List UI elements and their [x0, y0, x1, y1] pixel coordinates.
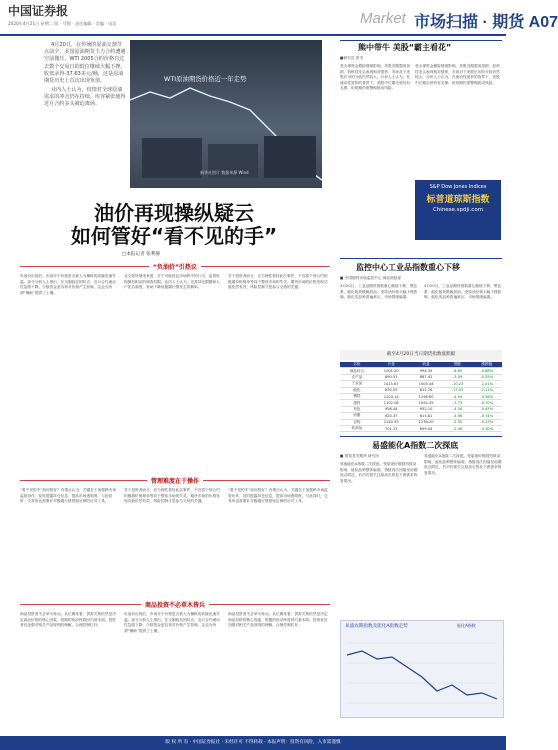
table-cell: -0.35%	[472, 374, 502, 380]
table-cell: -0.68%	[472, 368, 502, 374]
table-cell: 钢铁	[340, 393, 374, 399]
ad-brand-cn: 标普道琼斯指数	[426, 195, 490, 205]
table-cell: -2.08	[444, 425, 472, 431]
table-cell: 1094.35	[409, 400, 444, 406]
subhead-3: 商品投资不必草木皆兵	[20, 600, 330, 609]
table-header-cell: 开盘	[374, 362, 409, 368]
table-cell: -2.11%	[472, 387, 502, 393]
table-cell: 软商品	[340, 425, 374, 431]
table-cell: 812.76	[409, 387, 444, 393]
table-cell: 956.44	[374, 406, 409, 412]
table-header-cell: 名称	[340, 362, 374, 368]
table-cell: -2.35	[444, 419, 472, 425]
right-rule-2	[340, 258, 502, 259]
table-cell: 699.04	[409, 425, 444, 431]
mini-chart	[340, 620, 504, 718]
oil-price-chart-graphic	[130, 40, 322, 188]
lead-para-2: 业内人士认为，疫情对全球原油需求的冲击仍在持续，库容紧张使得近月合约多头被迫离场。	[44, 86, 126, 108]
right-article-2-col-2: 4月20日，工业品期货指数重心继续下移，黑色系、能化板块跌幅居前。受原油价格大幅下挫影响，能化类品种普遍承压，市场情绪偏弱。	[424, 284, 502, 300]
mini-chart-legend: 能化A指数	[457, 623, 476, 628]
sp-dji-ad	[415, 180, 501, 240]
table-cell: 1015.67	[374, 381, 409, 387]
table-cell: 农产品	[340, 374, 374, 380]
photo-credit: 新华社图片 数据来源 Wind	[200, 170, 249, 175]
right-article-2-tag: ■ 中国期货市场监控中心 商品指数部	[340, 276, 402, 280]
table-cell: 887.42	[409, 374, 444, 380]
table-cell: 615.81	[409, 413, 444, 419]
table-cell: 1198.60	[409, 393, 444, 399]
right-rule-3	[340, 436, 502, 437]
section-title: 市场扫描 · 期货 A07	[414, 14, 558, 31]
table-cell: 谷物	[340, 419, 374, 425]
photo-caption: WTI原油期货价格近一年走势	[164, 75, 247, 83]
table-cell: -10.23	[444, 381, 472, 387]
body-col-8: 负油价出现后，市场对于价格是否被人为操纵的质疑迅速升温。部分分析人士指出，在交割临近的时点，近月合约流动性急剧下降，少数资金更容易对价格产生影响，这也为所谓“操纵”提供了土壤。	[124, 612, 220, 633]
body-col-9: 商品投资者不必草木皆兵。从长期来看，供需关系依然是决定商品价格的核心因素，短期的扰动终将回归基本面。投资者宜加强对相关产品规则的理解，合理控制杠杆。	[228, 612, 328, 628]
table-cell: 701.12	[374, 425, 409, 431]
table-cell: 商品综合	[340, 368, 374, 374]
table-cell: 1102.08	[374, 400, 409, 406]
newspaper-logo: 中国证券报	[8, 4, 69, 18]
table-cell: -0.70%	[472, 400, 502, 406]
table-cell: 952.10	[409, 406, 444, 412]
table-cell: -17.53	[444, 387, 472, 393]
issue-meta: 2020年4月21日 星期二 版 · 号数 · 责任编辑 · 美编 · 电话	[8, 21, 117, 26]
subhead-1: “负油价”引热议	[20, 262, 330, 271]
right-article-3-col-2: 易盛能化A指数二次探底。受原油价格剧烈波动影响，能化品种整体偏弱，指数再次回落至前期低点附近，后市仍需关注原油走势及下游需求恢复情况。	[424, 454, 502, 475]
table-cell: -7.73	[444, 400, 472, 406]
headline-line-2: 如何管好“看不见的手”	[70, 224, 278, 248]
right-article-1-tag: ■研究员 张韦	[340, 56, 364, 60]
right-article-1-title: 熊中带牛 美股“霸主看花”	[358, 43, 452, 52]
table-cell: -1.01%	[472, 381, 502, 387]
table-cell: -3.09	[444, 374, 472, 380]
body-col-3: 对于投资者而言，应当理性看待此次事件，不宜将个别合约的极端价格简单等同于整体市场的失灵。期货市场的价格发现功能依然有效，风险控制才是参与交易的关键。	[228, 274, 328, 290]
table-row	[340, 425, 502, 431]
table-header-cell: 涨跌	[444, 362, 472, 368]
table-cell: 1238.20	[409, 419, 444, 425]
table-header-cell: 涨跌幅	[472, 362, 502, 368]
ad-brand-en: S&P Dow Jones Indices	[429, 184, 487, 190]
index-table	[340, 362, 502, 432]
ad-url: Chinese.spdji.com	[432, 207, 484, 213]
table-cell: 620.37	[374, 413, 409, 419]
table-cell: 890.51	[374, 374, 409, 380]
right-rule-1	[340, 40, 502, 41]
table-cell: -0.30%	[472, 425, 502, 431]
table-cell: 1240.55	[374, 419, 409, 425]
table-cell: 建材	[340, 400, 374, 406]
main-headline	[24, 202, 324, 248]
index-table-title: 截至4月20日当日期货指数涨跌幅	[340, 350, 502, 360]
table-cell: 1005.44	[409, 381, 444, 387]
body-col-4: “看不见的手”如何管好？有观点认为，关键在于加强跨市场监管协作，及时披露持仓信息，提高市场透明度。与此同时，交易所也需要针对极端行情预留足够的应对工具。	[20, 488, 117, 504]
table-cell: 油脂	[340, 413, 374, 419]
table-cell: -6.85	[444, 368, 472, 374]
body-col-6: “看不见的手”如何管好？有观点认为，关键在于加强跨市场监管协作，及时披露持仓信息，提高市场透明度。与此同时，交易所也需要针对极端行情预留足够的应对工具。	[228, 488, 328, 504]
mini-chart-title: 易盛农期指数及能化A指数走势	[345, 624, 408, 629]
right-article-3-title: 易盛能化A指数二次探底	[372, 441, 459, 450]
body-col-2: 从交易所规则来看，对于可能扰乱市场秩序的行为，监管机构拥有相应的调查权限。业内人士认为，完善持仓限额和大户报告制度，有助于降低极端行情发生的概率。	[124, 274, 220, 290]
right-article-3-tag: ■ 国泰君安期货 研究所	[340, 454, 380, 458]
table-cell: -0.38%	[472, 393, 502, 399]
table-header-cell: 收盘	[409, 362, 444, 368]
right-article-2-col-1: 4月20日，工业品期货指数重心继续下移，黑色系、能化板块跌幅居前。受原油价格大幅下挫影响，能化类品种普遍承压，市场情绪偏弱。	[340, 284, 418, 300]
body-col-1: 负油价出现后，市场对于价格是否被人为操纵的质疑迅速升温。部分分析人士指出，在交割临近的时点，近月合约流动性急剧下降，少数资金更容易对价格产生影响，这也为所谓“操纵”提供了土壤。	[20, 274, 116, 295]
table-cell: -4.54	[444, 393, 472, 399]
market-label: Market	[360, 10, 406, 27]
table-cell: -0.45%	[472, 406, 502, 412]
page-footer: 版 权 所 有 · 中国证券报社 · 未经许可 不得转载 · 本报声明：投资有风险，入市需谨慎	[0, 736, 506, 750]
table-cell: -0.19%	[472, 419, 502, 425]
subhead-2: 管理难度在于操作	[20, 476, 330, 485]
table-cell: -4.56	[444, 413, 472, 419]
lead-text	[44, 42, 126, 192]
right-article-2-title: 监控中心工业品指数重心下移	[356, 263, 460, 272]
body-col-5: 对于投资者而言，应当理性看待此次事件，不宜将个别合约的极端价格简单等同于整体市场的失灵。期货市场的价格发现功能依然有效，风险控制才是参与交易的关键。	[124, 488, 220, 504]
table-cell: -4.34	[444, 406, 472, 412]
byline: □本报记者 张利静	[122, 252, 160, 257]
table-cell: 能化	[340, 387, 374, 393]
table-cell: 994.35	[409, 368, 444, 374]
right-article-1-col-2: 受全球资金避险情绪影响，美股近期震荡加剧，但科技龙头表现相对强势，市场对于美股后市的分歧仍然较大。分析人士认为，在流动性宽松的背景下，美股中长期走势仍有支撑，但短期仍需警惕波动风险。	[415, 64, 500, 85]
right-article-3-col-1: 易盛能化A指数二次探底。受原油价格剧烈波动影响，能化品种整体偏弱，指数再次回落至前期低点附近，后市仍需关注原油走势及下游需求恢复情况。	[340, 462, 418, 483]
table-cell: 1203.14	[374, 393, 409, 399]
lead-para-1: 4月20日，在传统的原油交割节点前夕，美国原油期货主力合约遭遇空前抛压，WTI 2005合约价格自过去数个交易日的低位继续大幅下挫，收盘录得-37.63美元/桶，这是原油期货历史上首次出现负值。	[44, 42, 126, 85]
body-col-7: 商品投资者不必草木皆兵。从长期来看，供需关系依然是决定商品价格的核心因素，短期的扰动终将回归基本面。投资者宜加强对相关产品规则的理解，合理控制杠杆。	[20, 612, 116, 628]
right-article-1-col-1: 受全球资金避险情绪影响，美股近期震荡加剧，但科技龙头表现相对强势，市场对于美股后市的分歧仍然较大。分析人士认为，在流动性宽松的背景下，美股中长期走势仍有支撑，但短期仍需警惕波动风险。	[340, 64, 411, 91]
table-cell: 工业品	[340, 381, 374, 387]
headline-line-1: 油价再现操纵疑云	[94, 201, 254, 225]
mini-chart-plot	[347, 633, 497, 713]
table-cell: 有色	[340, 406, 374, 412]
table-cell: -0.74%	[472, 413, 502, 419]
headline-photo	[130, 40, 322, 188]
table-cell: 1001.20	[374, 368, 409, 374]
table-cell: 830.29	[374, 387, 409, 393]
